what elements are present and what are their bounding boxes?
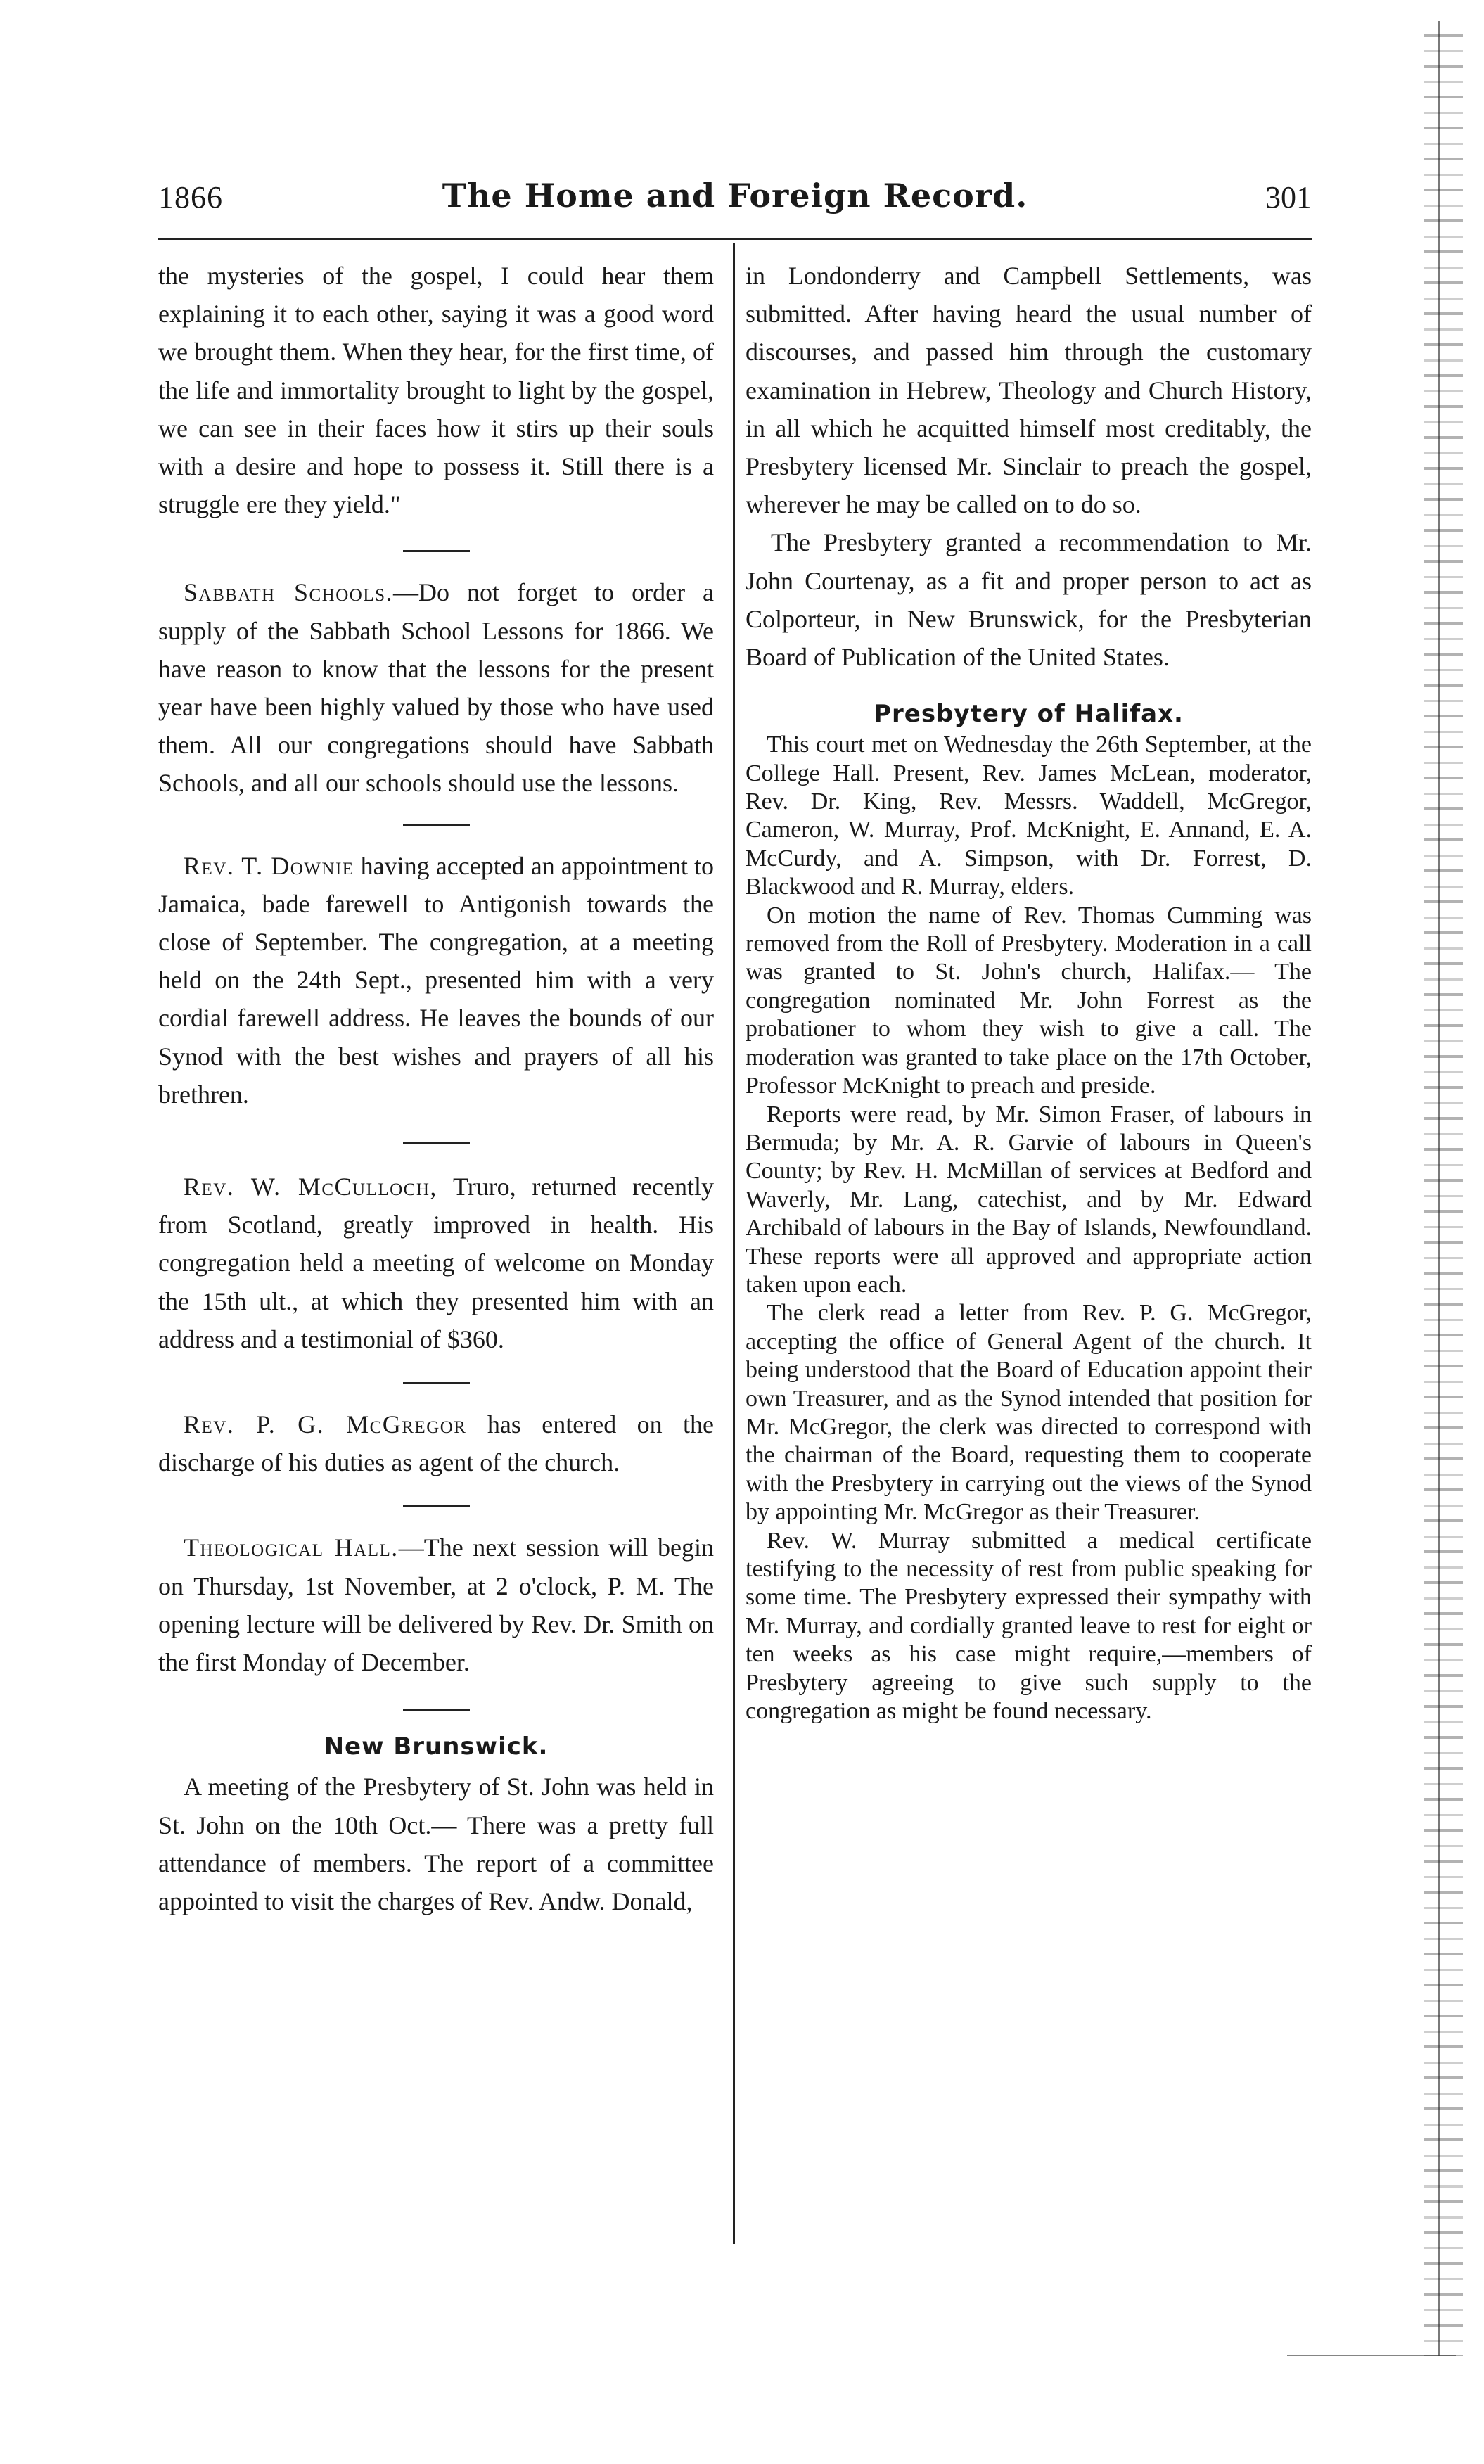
paragraph-sinclair: in Londonderry and Campbell Settlements, was submitted. After having heard the usual number of discourses, and passed him through the customary examination in Hebrew, Theology and Church History, in all which he acquitted himself most creditably, the Presbytery licensed Mr. Sinclair to preach the gospel, wherever he may be called on to do so. [746,262,1312,519]
paragraph-cumming: On motion the name of Rev. Thomas Cumming was removed from the Roll of Presbytery. Moderation in a call was granted to St. John's church, Halifax.— The congregation nominated Mr. John Forrest as the probationer to whom they wish to give a call. The moderation was granted to take place on the 17th October, Professor McKnight to preach and preside. [746,902,1312,1099]
body-mcgregor: has entered on the discharge of his duties as agent of the church. [158,1410,714,1477]
paragraph-mcculloch [158,1168,714,1358]
paragraph-downie [158,847,714,1113]
lead-mcculloch: Rev. W. McCulloch, [184,1173,437,1201]
right-column [746,257,1312,1725]
header-page-number: 301 [1265,180,1312,215]
paragraph-new-brunswick: A meeting of the Presbytery of St. John was held in St. John on the 10th Oct.— There was a pretty full attendance of members. The report of a committee appointed to visit the charges of Rev. Andw. Donald, [158,1773,714,1915]
running-header [158,179,1312,222]
paragraph-mcgregor [158,1405,714,1481]
lead-theological-hall: Theological Hall. [184,1533,399,1562]
header-title: The Home and Foreign Record. [442,177,1028,215]
paragraph-reports: Reports were read, by Mr. Simon Fraser, of labours in Bermuda; by Mr. A. R. Garvie of labours in Queen's County; by Rev. H. McMillan of services at Bedford and Waverly, Mr. Lang, catechist, and by Mr. Edward Archibald of labours in the Bay of Islands, Newfoundland. These reports were all approved and appropriate action taken upon each. [746,1101,1312,1298]
body-theological-hall: —The next session will begin on Thursday, 1st November, at 2 o'clock, P. M. The opening lecture will be delivered by Rev. Dr. Smith on the first Monday of December. [158,1533,714,1677]
bottom-edge-mark [1287,2355,1456,2356]
paragraph-sabbath-schools [158,573,714,802]
paragraph-continued: the mysteries of the gospel, I could hear them explaining it to each other, saying it was a good word we brought them. When they hear, for the first time, of the life and immortality brought to light by the gospel, we can see in their faces how it stirs up their souls with a desire and hope to possess it. Still there is a struggle ere they yield." [158,262,714,519]
body-downie: having accepted an appointment to Jamaica, bade farewell to Antigonish towards the close of September. The congregation, at a meeting held on the 24th Sept., presented him with a very cordial farewell address. He leaves the bounds of our Synod with the best wishes and prayers of all his brethren. [158,851,714,1109]
section-heading-new-brunswick: New Brunswick. [324,1732,549,1761]
body-sabbath-schools: —Do not forget to order a supply of the Sabbath School Lessons for 1866. We have reason to know that the lessons for the present year have been highly valued by those who have used them. All our congregations should have Sabbath Schools, and all our schools should use the lessons. [158,578,714,798]
paragraph-clerk-letter: The clerk read a letter from Rev. P. G. McGregor, accepting the office of General Agent of the church. It being understood that the Board of Education appoint their own Treasurer, and as the Synod intended that position for Mr. McGregor, the clerk was directed to correspond with the chairman of the Board, requesting them to cooperate with the Presbytery in carrying out the views of the Synod by appointing Mr. McGregor as their Treasurer. [746,1300,1312,1526]
paragraph-court-met: This court met on Wednesday the 26th September, at the College Hall. Present, Rev. James McLean, moderator, Rev. Dr. King, Rev. Messrs. Waddell, McGregor, Cameron, W. Murray, Prof. McKnight, E. Annand, E. A. McCurdy, and A. Simpson, with Dr. Forrest, D. Blackwood and R. Murray, elders. [746,732,1312,900]
body-mcculloch: Truro, returned recently from Scotland, greatly improved in health. His congregation held a meeting of welcome on Monday the 15th ult., at which they presented him with an address and a testimonial of $360. [158,1173,715,1353]
lead-sabbath-schools: Sabbath Schools. [184,578,394,607]
header-year: 1866 [158,180,223,215]
lead-downie: Rev. T. Downie [184,851,354,880]
left-column [158,257,714,1920]
section-heading-halifax: Presbytery of Halifax. [874,700,1184,729]
binding-edge-line [1438,21,1440,2356]
paragraph-murray: Rev. W. Murray submitted a medical certificate testifying to the necessity of rest from public speaking for some time. The Presbytery expressed their sympathy with Mr. Murray, and cordially granted leave to rest for eight or ten weeks as his case might require,—members of Presbytery agreeing to give such supply to the congregation as might be found necessary. [746,1527,1312,1725]
binding-edge-noise [1424,21,1463,2356]
header-rule [158,238,1312,240]
paragraph-courtenay: The Presbytery granted a recommendation to Mr. John Courtenay, as a fit and proper person to act as Colporteur, in New Brunswick, for the Presbyterian Board of Publication of the United States. [746,528,1312,672]
column-divider [733,243,735,2244]
lead-mcgregor: Rev. P. G. McGregor [184,1410,467,1439]
paragraph-theological-hall [158,1528,714,1681]
